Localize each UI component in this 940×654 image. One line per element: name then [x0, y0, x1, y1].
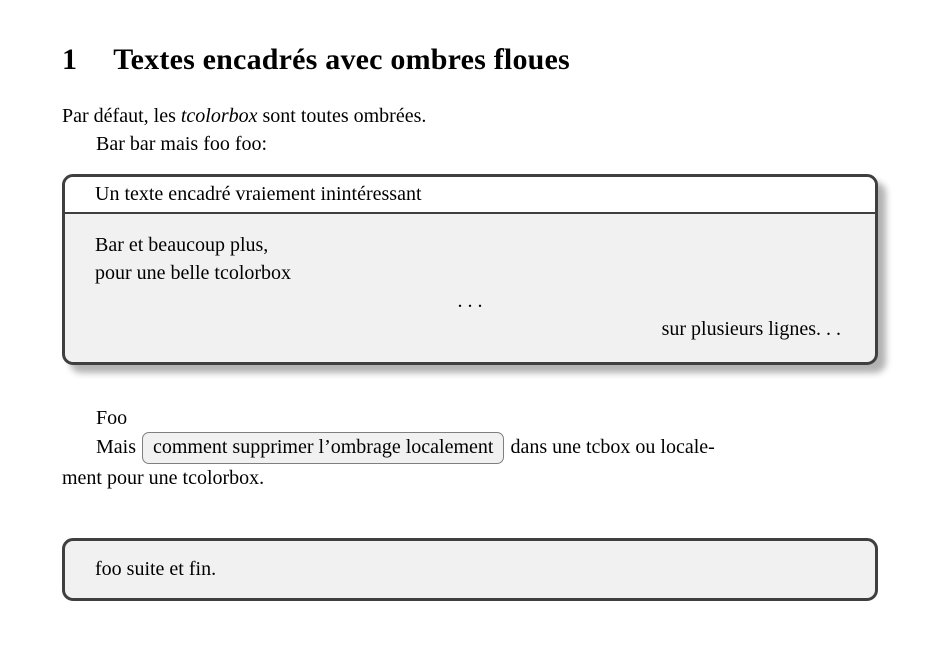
tcolorbox-body	[65, 214, 875, 362]
section-number: 1	[62, 43, 78, 76]
section-title: Textes encadrés avec ombres floues	[113, 43, 570, 76]
tcolorbox-title: Un texte encadré vraiement inintéressant	[65, 177, 875, 214]
middle-line2-pre: Mais	[96, 436, 136, 458]
intro-text-post: sont toutes ombrées.	[257, 105, 427, 127]
tcolorbox-shadowed	[62, 174, 878, 365]
intro-line2: Bar bar mais foo foo:	[96, 133, 268, 155]
inline-tcbox: comment supprimer l’ombrage localement	[142, 432, 504, 464]
middle-line2-post: dans une tcbox ou locale-	[510, 436, 715, 458]
box-body-right-line: sur plusieurs lignes. . .	[661, 318, 841, 340]
tcolorbox-noshadow	[62, 538, 878, 601]
box-body-line: pour une belle tcolorbox	[95, 262, 292, 284]
middle-line2	[62, 432, 878, 464]
middle-line1: Foo	[96, 407, 128, 429]
tcolorbox2-body: foo suite et fin.	[95, 558, 217, 580]
box-body-line: Bar et beaucoup plus,	[95, 234, 269, 256]
box-body-ellipsis: . . .	[457, 290, 483, 312]
intro-paragraph	[62, 102, 878, 130]
intro-text-pre: Par défaut, les	[62, 105, 181, 127]
intro-text-italic: tcolorbox	[180, 105, 258, 127]
section-heading	[62, 42, 878, 78]
middle-line3: ment pour une tcolorbox.	[62, 467, 265, 489]
